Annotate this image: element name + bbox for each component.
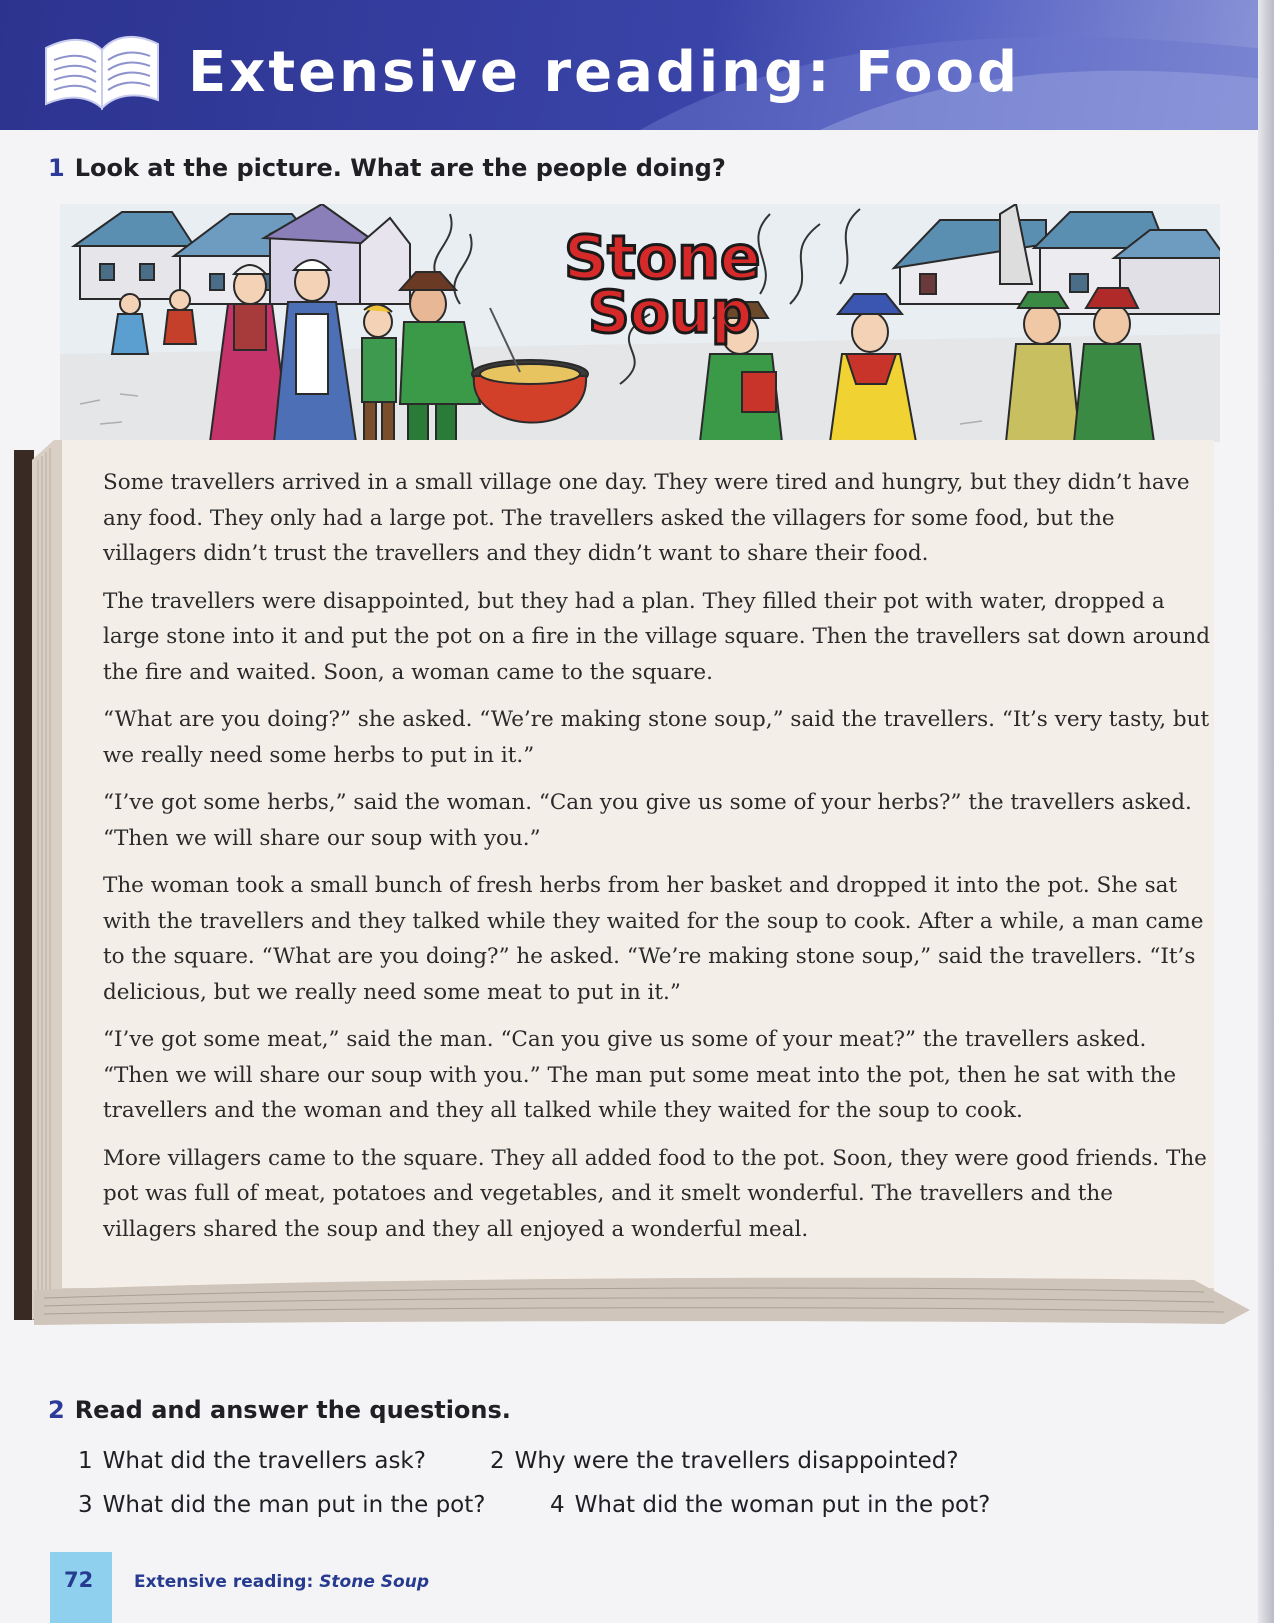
story-paragraph: Some travellers arrived in a small village one day. They were tired and hungry, but they didn’t have any food. They only had a large pot. The travellers asked the villagers for some food, but the villagers didn’t trust the travellers and they didn’t want to share their food.: [103, 470, 1190, 566]
question-item-number: 3: [78, 1492, 93, 1518]
question-2-number: 2: [48, 1396, 65, 1424]
footer-label-text: Extensive reading:: [134, 1572, 314, 1592]
question-item-number: 1: [78, 1448, 93, 1474]
story-paragraph: The woman took a small bunch of fresh herbs from her basket and dropped it into the pot. She sat with the travellers and they talked while they waited for the soup to cook. After a while, a man came to the square. “What are you doing?” he asked. “We’re making stone soup,” said the travellers. “It’s delicious, but we really need some meat to put in it.”: [103, 873, 1204, 1005]
question-item-text: Why were the travellers disappointed?: [514, 1448, 959, 1474]
question-1-text: Look at the picture. What are the people doing?: [74, 154, 726, 182]
page-number-box: [50, 1552, 112, 1623]
question-item-number: 4: [550, 1492, 565, 1518]
footer-label-italic: Stone Soup: [319, 1572, 429, 1592]
question-item: [550, 1492, 990, 1518]
question-2-text: Read and answer the questions.: [74, 1396, 511, 1424]
question-item: [78, 1492, 485, 1518]
header-band: [0, 0, 1274, 130]
story-paragraph: “I’ve got some herbs,” said the woman. “Can you give us some of your herbs?” the travellers asked. “Then we will share our soup with you.”: [103, 790, 1192, 851]
question-item-text: What did the woman put in the pot?: [574, 1492, 991, 1518]
page-title: Extensive reading: Food: [188, 40, 1021, 105]
question-item-number: 2: [490, 1448, 505, 1474]
question-1-heading: [48, 154, 726, 182]
story-paragraph: “What are you doing?” she asked. “We’re making stone soup,” said the travellers. “It’s very tasty, but we really need some herbs to put in it.”: [103, 707, 1210, 768]
page-number: 72: [64, 1568, 94, 1592]
question-1-number: 1: [48, 154, 65, 182]
village-scene-image: [60, 204, 1220, 442]
open-book-icon: [40, 30, 164, 112]
question-item-text: What did the man put in the pot?: [102, 1492, 486, 1518]
question-item-text: What did the travellers ask?: [102, 1448, 426, 1474]
story-paragraph: More villagers came to the square. They all added food to the pot. Soon, they were good friends. The pot was full of meat, potatoes and vegetables, and it smelt wonderful. The travellers and the villagers shared the soup and they all enjoyed a wonderful meal.: [103, 1145, 1207, 1242]
story-text: [103, 465, 1213, 1259]
question-item: [78, 1448, 426, 1474]
stone-soup-illustration: [60, 204, 1220, 442]
page-edge-shadow: [1258, 0, 1274, 1623]
illustration-title-stone: Stone: [564, 223, 761, 293]
question-item: [490, 1448, 959, 1474]
illustration-title-soup: Soup: [588, 278, 753, 346]
footer-label: [134, 1572, 429, 1592]
story-paragraph: “I’ve got some meat,” said the man. “Can you give us some of your meat?” the travellers asked. “Then we will share our soup with you.” The man put some meat into the pot, then he sat with the travellers and the woman and they all talked while they waited for the soup to cook.: [103, 1027, 1177, 1123]
story-paragraph: The travellers were disappointed, but they had a plan. They filled their pot with water, dropped a large stone into it and put the pot on a fire in the village square. Then the travellers sat down around the fire and waited. Soon, a woman came to the square.: [103, 588, 1210, 685]
question-2-heading: [48, 1396, 511, 1424]
